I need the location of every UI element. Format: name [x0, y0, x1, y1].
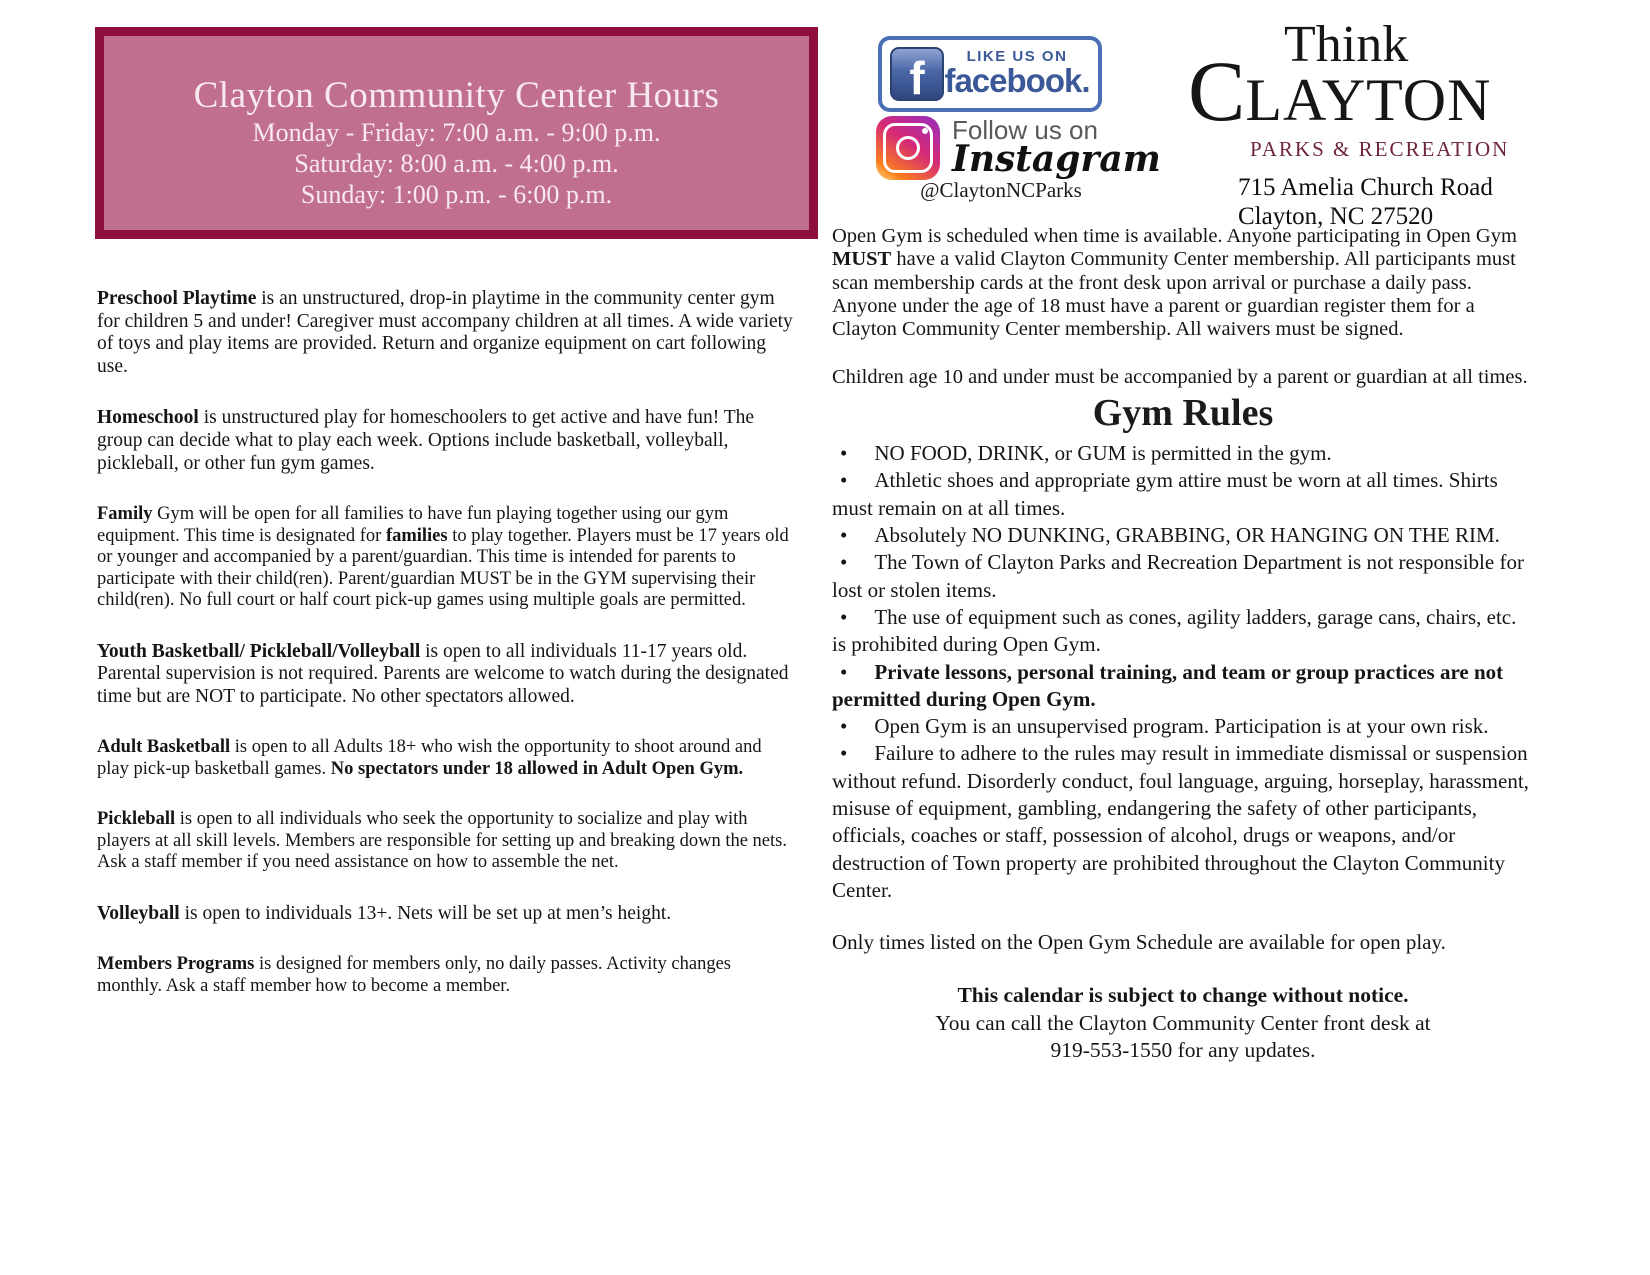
footer-notice: This calendar is subject to change without notice.: [957, 983, 1409, 1008]
facebook-like-us-label: LIKE US ON: [966, 48, 1068, 65]
instagram-icon-dot: [922, 128, 928, 134]
right-column: [832, 225, 1534, 1065]
instagram-icon-lens: [896, 136, 920, 160]
gym-rule-text: The use of equipment such as cones, agility ladders, garage cans, chairs, etc. is prohibited during Open Gym.: [832, 604, 1517, 657]
open-play-note: Only times listed on the Open Gym Schedule are available for open play.: [832, 930, 1446, 955]
gym-rule-item: [832, 549, 1534, 604]
logo-clayton-initial: C: [1188, 43, 1246, 140]
bullet-icon: •: [840, 468, 848, 493]
bullet-icon: •: [840, 550, 848, 575]
bullet-icon: •: [840, 604, 848, 629]
instagram-icon: [876, 116, 940, 180]
program-paragraph: Volleyball is open to individuals 13+. Nets will be set up at men’s height.: [97, 902, 672, 924]
address-line-2: Clayton, NC 27520: [1238, 203, 1434, 231]
bullet-icon: •: [840, 659, 848, 684]
hours-line-sunday: Sunday: 1:00 p.m. - 6:00 p.m.: [300, 179, 613, 209]
hours-title: Clayton Community Center Hours: [193, 75, 720, 116]
facebook-badge-text: [944, 48, 1090, 100]
gym-rules-title: Gym Rules: [1092, 392, 1274, 435]
gym-rule-text: Absolutely NO DUNKING, GRABBING, OR HANGING ON THE RIM.: [874, 523, 1500, 548]
gym-rule-text: The Town of Clayton Parks and Recreation Department is not responsible for lost or stolen items.: [832, 550, 1524, 602]
programs-list: [97, 288, 794, 1026]
program-paragraph: Preschool Playtime is an unstructured, drop-in playtime in the community center gym for children 5 and under! Caregiver must accompany children at all times. A wide variety of toys and play items are provided. Return and organize equipment on cart following use.: [97, 288, 793, 377]
gym-rule-text: Failure to adhere to the rules may result in immediate dismissal or suspension without refund. Disorderly conduct, foul language, arguing, horseplay, harassment, misuse of equipment, gambling, endangering the safety of other participants, officials, coaches or staff, possession of alcohol, drugs or weapons, and/or destruction of Town property are prohibited throughout the Clayton Community Center.: [832, 741, 1529, 902]
footer-block: [832, 982, 1534, 1065]
gym-rule-item: [832, 440, 1534, 467]
program-paragraph: Family Gym will be open for all families to have fun playing together using our gym equipment. This time is designated for families to play together. Players must be 17 years old or younger and accompanied by a parent/guardian. This time is intended for parents to participate with their child(ren). Parent/guardian MUST be in the GYM supervising their child(ren). No full court or half court pick-up games using multiple goals are permitted.: [97, 504, 789, 611]
open-gym-paragraph: Open Gym is scheduled when time is available. Anyone participating in Open Gym MUST have a valid Clayton Community Center membership. All participants must scan membership cards at the front desk upon arrival or purchase a daily pass. Anyone under the age of 18 must have a parent or guardian register them for a Clayton Community Center membership. All waivers must be signed.: [832, 225, 1517, 341]
program-paragraph: Youth Basketball/ Pickleball/Volleyball is open to all individuals 11-17 years old. Parental supervision is not required. Parents are welcome to watch during the designated time but are NOT to participate. No other spectators allowed.: [97, 640, 789, 707]
gym-rule-item: [832, 740, 1534, 904]
facebook-badge: [878, 36, 1102, 112]
logo-think-text: Think: [1284, 16, 1409, 73]
gym-rule-item: [832, 467, 1534, 522]
gym-rule-text: NO FOOD, DRINK, or GUM is permitted in the gym.: [874, 441, 1332, 466]
instagram-badge: [876, 116, 1161, 180]
footer-call-line: You can call the Clayton Community Center front desk at: [935, 1010, 1431, 1035]
facebook-f-letter: f: [909, 51, 925, 101]
gym-rule-item: [832, 713, 1534, 740]
hours-box: [95, 27, 818, 239]
footer-phone-line: 919-553-1550 for any updates.: [1050, 1038, 1316, 1063]
children-note: Children age 10 and under must be accompanied by a parent or guardian at all times.: [832, 365, 1528, 388]
address-line-1: 715 Amelia Church Road: [1238, 174, 1493, 202]
program-paragraph: Adult Basketball is open to all Adults 18+ who wish the opportunity to shoot around and play pick-up basketball games. No spectators under 18 allowed in Adult Open Gym.: [97, 737, 762, 779]
hours-line-weekday: Monday - Friday: 7:00 a.m. - 9:00 p.m.: [252, 117, 661, 147]
gym-rule-item: [832, 604, 1534, 659]
logo-address: [1238, 174, 1510, 232]
gym-rule-item: [832, 659, 1534, 714]
social-handle: @ClaytonNCParks: [920, 178, 1082, 202]
logo-tagline: PARKS & RECREATION: [1250, 137, 1510, 162]
facebook-icon: [890, 47, 944, 101]
gym-rule-text: Open Gym is an unsupervised program. Participation is at your own risk.: [874, 714, 1489, 739]
program-paragraph: Pickleball is open to all individuals who seek the opportunity to socialize and play with players at all skill levels. Members are responsible for setting up and breaking down the nets. Ask a staff member if you need assistance on how to assemble the net.: [97, 809, 787, 873]
program-paragraph: Homeschool is unstructured play for homeschoolers to get active and have fun! The group can decide what to play each week. Options include basketball, volleyball, pickleball, or other fun gym games.: [97, 407, 755, 474]
gym-rules-list: [832, 440, 1534, 904]
bullet-icon: •: [840, 741, 848, 766]
gym-rule-text: Private lessons, personal training, and team or group practices are not permitted during Open Gym.: [832, 659, 1504, 711]
think-clayton-logo: [1180, 16, 1510, 232]
instagram-follow-label: Follow us on: [952, 115, 1098, 146]
gym-rule-text: Athletic shoes and appropriate gym attire must be worn at all times. Shirts must remain on at all times.: [832, 468, 1498, 520]
bullet-icon: •: [840, 523, 848, 548]
logo-clayton-rest: LAYTON: [1245, 67, 1492, 134]
program-paragraph: Members Programs is designed for members only, no daily passes. Activity changes monthly. Ask a staff member how to become a member.: [97, 954, 732, 996]
hours-line-saturday: Saturday: 8:00 a.m. - 4:00 p.m.: [294, 148, 619, 178]
facebook-wordmark: facebook.: [944, 62, 1090, 99]
bullet-icon: •: [840, 441, 848, 466]
gym-rule-item: [832, 522, 1534, 549]
instagram-wordmark: Instagram: [952, 138, 1161, 181]
bullet-icon: •: [840, 714, 848, 739]
